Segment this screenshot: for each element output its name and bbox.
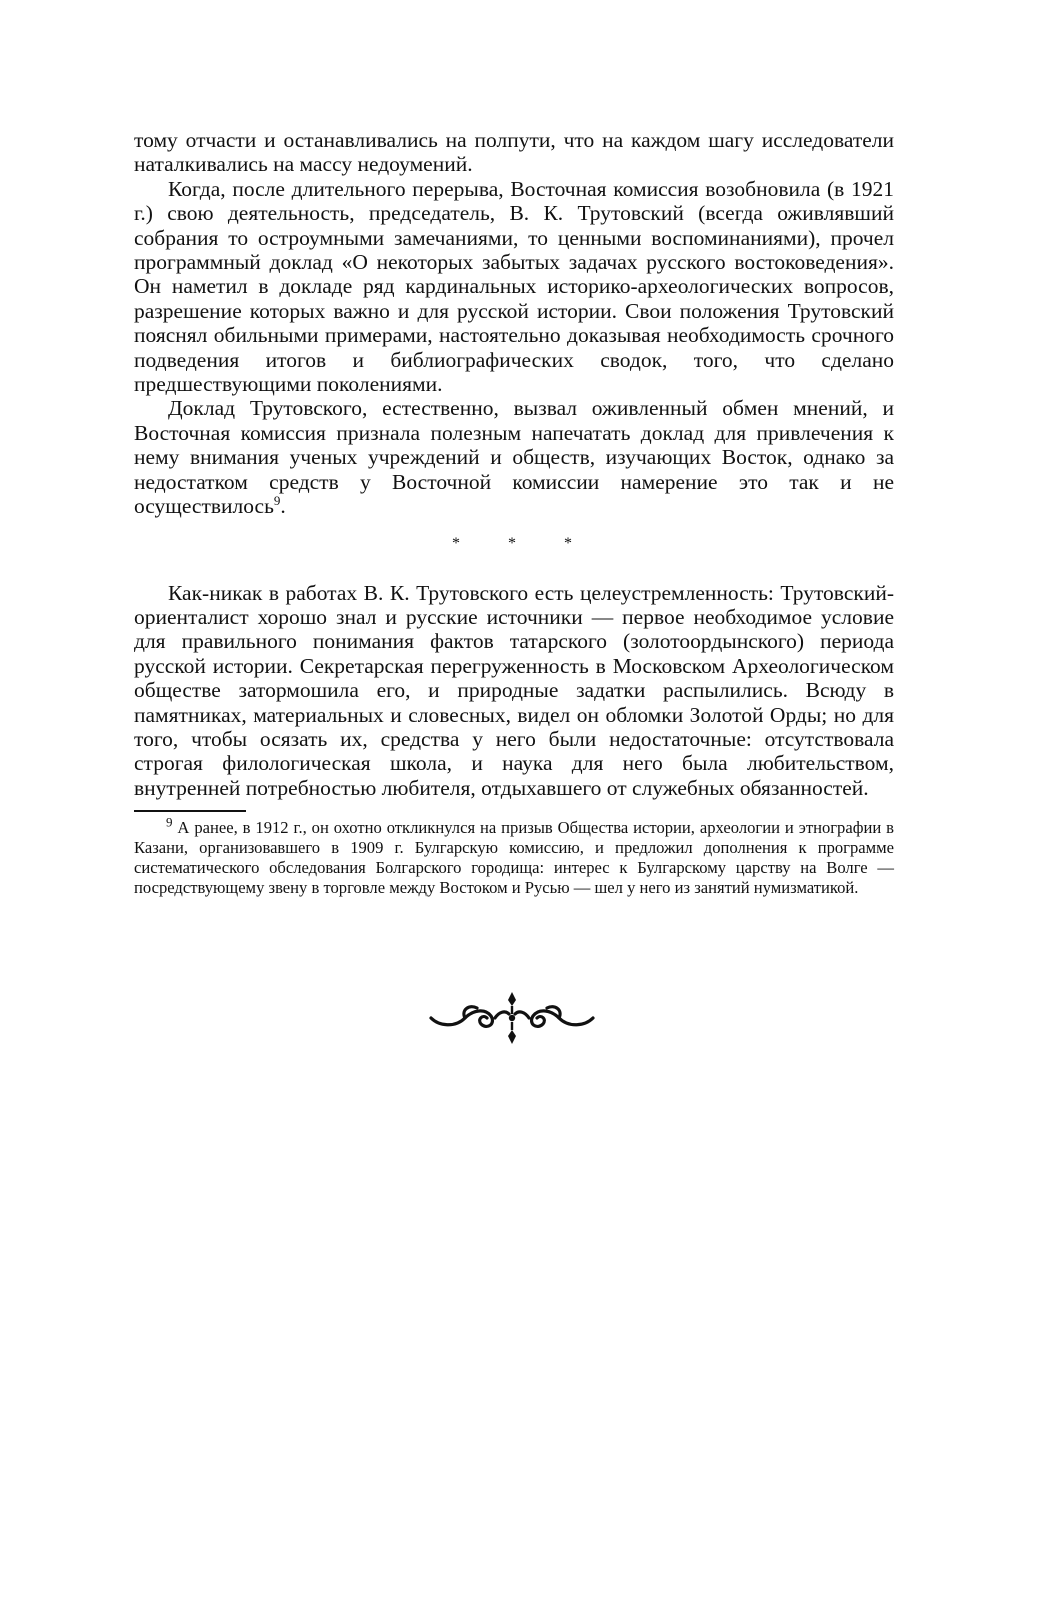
paragraph-text: тому отчасти и останавливались на полпути, что на каждом шагу исследователи наталкивались на массу недоумений. <box>134 128 894 177</box>
paragraph-text: Как-никак в работах В. К. Трутовского есть целеустремленность: Трутовский-ориенталист хорошо знал и русские источники — первое необходимое условие для правильного понимания фактов татарского (золотоордынского) периода русской истории. Секретарская перегруженность в Московском Археологическом обществе затормошила его, и природные задатки распылились. Всюду в памятниках, материальных и словесных, видел он обломки Золотой Орды; но для того, чтобы осязать их, средства у него были недостаточные: отсутствовала строгая филологическая школа, и наука для него была любительством, внутренней потребностью любителя, отдыхавшего от служебных обязанностей. <box>134 580 894 800</box>
footnote-rule <box>134 810 246 812</box>
footnote-reference: 9 <box>273 492 281 508</box>
paragraph-conclusion <box>134 581 894 801</box>
paragraph-continuation <box>134 128 894 177</box>
page-body <box>134 128 894 897</box>
end-ornament-icon <box>425 988 599 1048</box>
paragraph-text: Доклад Трутовского, естественно, вызвал оживленный обмен мнений, и Восточная комиссия признала полезным напечатать доклад для привлечения к нему внимания ученых учреждений и обществ, изучающих Восток, однако за недостатком средств у Восточной комиссии намерение это так и не осуществилось <box>134 396 894 519</box>
footnote-number: 9 <box>166 814 173 830</box>
footnote <box>134 814 894 897</box>
paragraph-text: Когда, после длительного перерыва, Восточная комиссия возобновила (в 1921 г.) свою деятельность, председатель, В. К. Трутовский (всегда оживлявший собрания то остроумными замечаниями, то ценными воспоминаниями), прочел программный доклад «О некоторых забытых задачах русского востоковедения». Он наметил в докладе ряд кардинальных историко-археологических вопросов, разрешение которых важно и для русской истории. Свои положения Трутовский пояснял обильными примерами, настоятельно доказывая необходимость срочного подведения итогов и библиографических сводок, того, что сделано предшествующими поколениями. <box>134 176 894 397</box>
section-separator: * * * <box>452 534 594 552</box>
paragraph-report-discussion: Доклад Трутовского, естественно, вызвал оживленный обмен мнений, и Восточная комиссия признала полезным напечатать доклад для привлечения к нему внимания ученых учреждений и обществ, изучающих Восток, однако за недостатком средств у Восточной комиссии намерение это так и не осуществилось$^9$. <box>134 396 894 519</box>
footnote-text: А ранее, в 1912 г., он охотно откликнулся на призыв Общества истории, археологии и этнографии в Казани, организовавшего в 1909 г. Булгарскую комиссию, и предложил дополнения к программе систематического обследования Болгарского городища: интерес к Булгарскому царству на Волге — посредствующему звену в торговле между Востоком и Русью — шел у него из занятий нумизматикой. <box>134 818 894 897</box>
paragraph-commission-report <box>134 177 894 397</box>
